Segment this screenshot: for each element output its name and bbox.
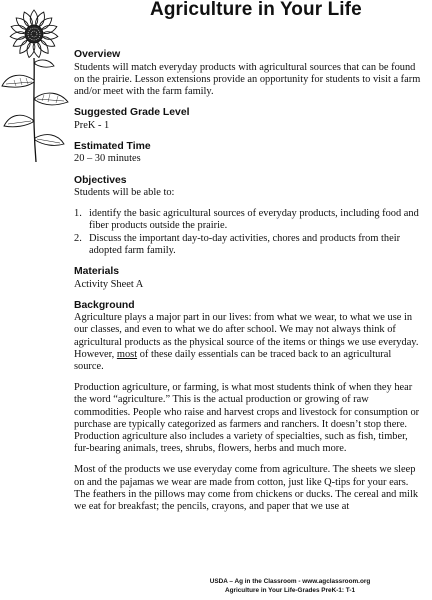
footer-line-2: Agriculture in Your Life-Grades PreK-1: T-1 bbox=[224, 586, 356, 594]
objectives-intro: Students will be able to: bbox=[74, 187, 175, 199]
page-footer bbox=[150, 578, 430, 595]
estimated-time-section bbox=[74, 141, 422, 166]
grade-level-section bbox=[74, 107, 422, 132]
objective-text: identify the basic agricultural sources of everyday products, including food and fiber products outside the prairie. bbox=[89, 208, 419, 232]
background-paragraph-1 bbox=[74, 312, 422, 373]
background-p1-underlined: most bbox=[116, 348, 138, 360]
objective-number: 2. bbox=[74, 232, 82, 244]
grade-level-heading: Suggested Grade Level bbox=[74, 107, 190, 119]
objectives-list bbox=[74, 208, 422, 257]
materials-section bbox=[74, 266, 422, 291]
background-p1-end: of these daily essentials can be traced back to an agricultural source. bbox=[74, 348, 392, 373]
background-paragraph-2: Production agriculture, or farming, is what most students think of when they hear the word “agriculture.” This is the actual production or growing of raw commodities. People who raise and harvest crops and livestock for consumption or purchase are typically categorized as farmers and ranchers. It doesn’t stop there. Production agriculture also includes a variety of specialties, such as fish, timber, fur-bearing animals, trees, shrubs, flowers, herbs and much more. bbox=[74, 382, 420, 455]
page-title: Agriculture in Your Life bbox=[150, 0, 362, 20]
objective-item bbox=[74, 208, 422, 232]
overview-text: Students will match everyday products with agricultural sources that can be found on the prairie. Lesson extensions provide an opportunity for students to visit a farm and/or meet with the farm family. bbox=[74, 61, 421, 97]
overview-heading: Overview bbox=[74, 49, 121, 60]
background-heading: Background bbox=[74, 299, 135, 311]
objective-number: 1. bbox=[74, 208, 82, 220]
objectives-section bbox=[74, 175, 422, 258]
lesson-content bbox=[74, 49, 422, 513]
estimated-time-heading: Estimated Time bbox=[74, 140, 151, 152]
objective-text: Discuss the important day-to-day activities, chores and products from their adopted farm family. bbox=[89, 232, 401, 256]
grade-level-text: PreK - 1 bbox=[74, 119, 110, 131]
materials-text: Activity Sheet A bbox=[74, 278, 144, 290]
footer-line-1: USDA – Ag in the Classroom - www.agclassroom.org bbox=[209, 578, 371, 585]
background-paragraph-3: Most of the products we use everyday come from agriculture. The sheets we sleep on and the pajamas we wear are made from cotton, just like Q-tips for your ears. The feathers in the pillows may come from chickens or ducks. The cereal and milk we eat for breakfast; the pencils, crayons, and paper that we use at bbox=[74, 464, 419, 513]
objectives-heading: Objectives bbox=[74, 174, 127, 186]
sunflower-icon bbox=[0, 2, 72, 164]
objective-item bbox=[74, 233, 422, 257]
overview-section bbox=[74, 49, 422, 98]
background-section bbox=[74, 300, 422, 514]
estimated-time-text: 20 – 30 minutes bbox=[74, 153, 141, 165]
materials-heading: Materials bbox=[74, 266, 120, 278]
background-p1-start: Agriculture plays a major part in our lives: from what we wear, to what we use in our classes, and even to what we do after school. We may not always think of agricultural products as the physical source of the items or things we use everyday. However, bbox=[74, 312, 419, 360]
